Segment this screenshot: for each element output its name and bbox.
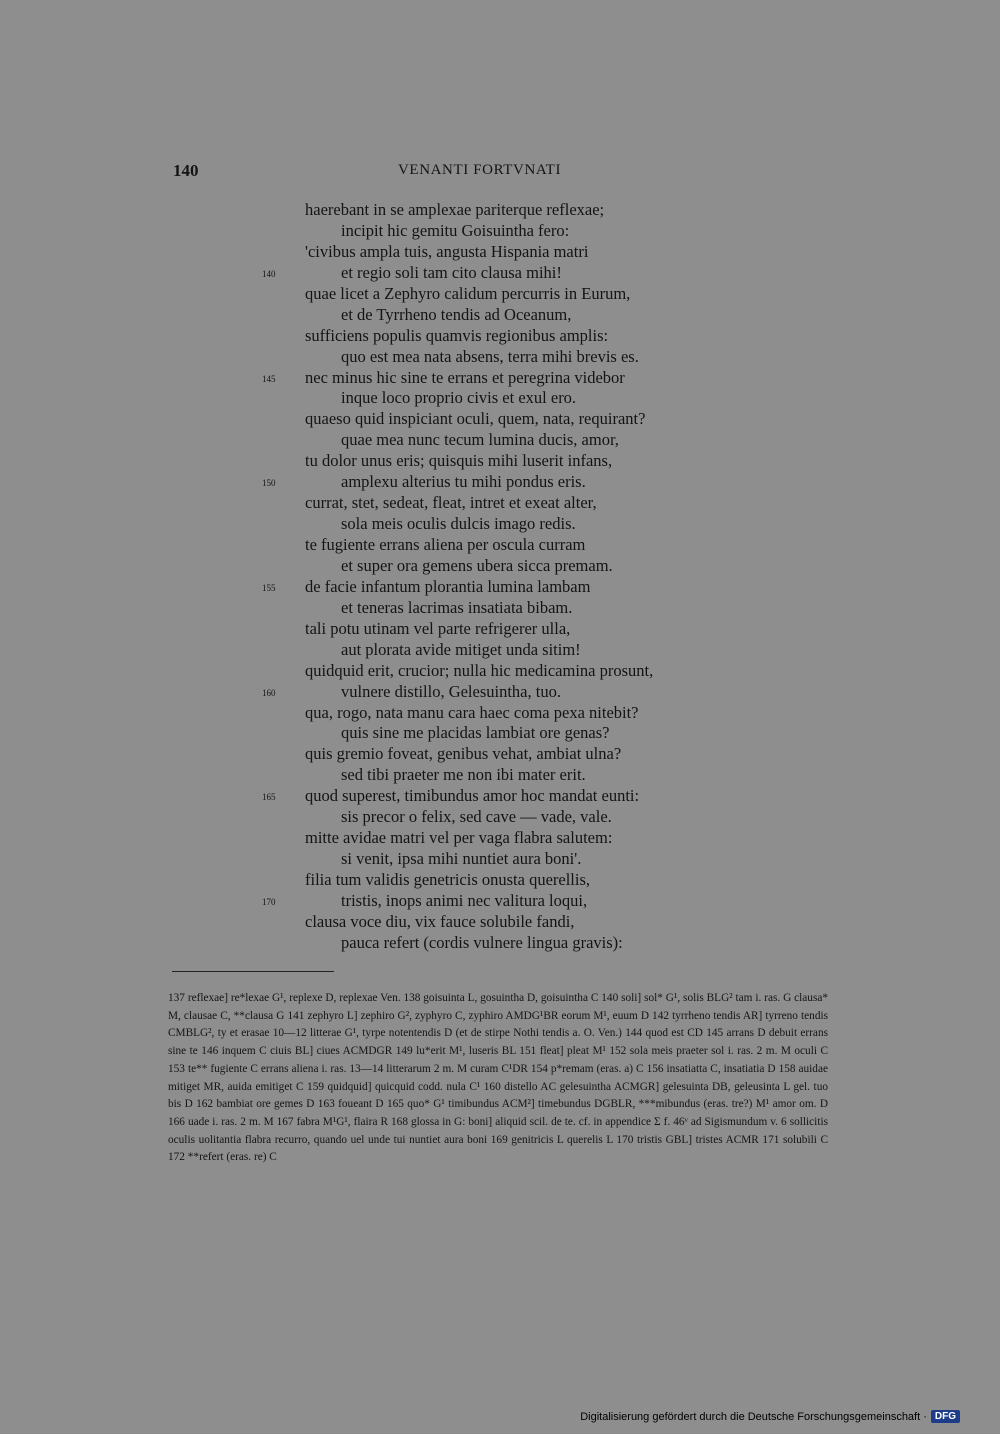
- verse-text: de facie infantum plorantia lumina lambam: [305, 576, 591, 596]
- verse-text: aut plorata avide mitiget unda sitim!: [341, 639, 581, 659]
- verse-line: [0, 368, 1000, 389]
- page-number: 140: [173, 161, 199, 180]
- running-head: VENANTI FORTVNATI: [398, 162, 562, 178]
- verse-line: [0, 409, 1000, 430]
- verse-block: [0, 200, 1000, 954]
- footer-credit: Digitalisierung gefördert durch die Deutsche Forschungsgemeinschaft ·: [580, 1410, 927, 1423]
- verse-text: te fugiente errans aliena per oscula curram: [305, 535, 586, 554]
- verse-line: [0, 263, 1000, 284]
- verse-line: [0, 933, 1000, 954]
- verse-text: quis gremio foveat, genibus vehat, ambiat ulna?: [305, 744, 622, 764]
- verse-line: [0, 242, 1000, 263]
- verse-line: [0, 661, 1000, 682]
- line-number: 145: [262, 373, 276, 384]
- verse-text: incipit hic gemitu Goisuintha fero:: [341, 220, 570, 240]
- verse-text: sed tibi praeter me non ibi mater erit.: [341, 765, 586, 785]
- verse-text: et regio soli tam cito clausa mihi!: [341, 262, 562, 282]
- verse-line: [0, 765, 1000, 786]
- footnote-rule: [172, 971, 334, 972]
- verse-text: quaeso quid inspiciant oculi, quem, nata, requirant?: [305, 409, 646, 429]
- verse-line: [0, 347, 1000, 368]
- verse-line: [0, 619, 1000, 640]
- dfg-logo: DFG: [931, 1410, 960, 1423]
- verse-text: quae licet a Zephyro calidum percurris in Eurum,: [305, 283, 631, 303]
- verse-line: [0, 870, 1000, 891]
- verse-text: vulnere distillo, Gelesuintha, tuo.: [341, 681, 561, 701]
- verse-text: currat, stet, sedeat, fleat, intret et exeat alter,: [305, 493, 597, 513]
- critical-apparatus: 137 reflexae] re*lexae G¹, replexe D, replexae Ven. 138 goisuinta L, gosuintha D, goisuintha C 140 soli] sol* G¹, solis BLG² tam i. ras. G clausa* M, clausae C, **clausa G 141 zephyro L] zephiro G², zyphyro C, zyphiro AMDG¹BR eorum M¹, euum D 142 tyrrheno tendis AR] tyrreno tendis CMBLG², ty et erasae 10—12 litterae G¹, tyrpe notentendis D (et de stirpe Nothi tendis a. O. Ven.) 144 quod est CD 145 arrans D debuit errans sine te 146 inquem C ciuis BL] ciues ACMDGR 149 lu*erit M¹, luseris BL 151 fleat] pleat M¹ 152 sola meis praeter sol i. ras. 2 m. M oculi C 153 te** fugiente C errans aliena i. ras. 13—14 litterarum 2 m. M curam C¹DR 154 p*remam (eras. a) C 156 insatiatta C, insatiatia D 158 auidae mitiget MR, auida emitiget C 159 quidquid] quicquid codd. nula C¹ 160 distello AC gelesuintha ACMGR] gelesuinta DB, geleusinta L gel. tuo bis D 162 bambiat ore gemes D 163 foueant D 165 quo* G¹ timibundus ACM²] timebundus DGBLR, ***mibundus (eras. tre?) M¹ amor om. D 166 uade i. ras. 2 m. M 167 fabra M¹G¹, flaira R 168 glossa in G: boni] aliquid scil. de te. cf. in appendice Σ f. 46ᵛ ad Sigismundum v. 6 sollicitis oculis uolitantia flabra recurro, quando uel unde tui nuntiet aura boni 169 genitricis L querelis L 170 tristis GBL] tristes ACMR 171 solubili C 172 **refert (eras. re) C: [168, 992, 828, 1164]
- verse-text: si venit, ipsa mihi nuntiet aura boni'.: [341, 849, 582, 869]
- verse-text: tristis, inops animi nec valitura loqui,: [341, 890, 588, 910]
- verse-text: quis sine me placidas lambiat ore genas?: [341, 723, 610, 743]
- verse-text: sola meis oculis dulcis imago redis.: [341, 514, 576, 534]
- verse-text: tali potu utinam vel parte refrigerer ulla,: [305, 618, 571, 638]
- verse-text: quae mea nunc tecum lumina ducis, amor,: [341, 430, 619, 450]
- verse-text: quidquid erit, crucior; nulla hic medicamina prosunt,: [305, 660, 654, 680]
- verse-line: [0, 430, 1000, 451]
- verse-line: [0, 849, 1000, 870]
- verse-line: [0, 744, 1000, 765]
- verse-line: [0, 472, 1000, 493]
- verse-line: [0, 912, 1000, 933]
- verse-line: [0, 514, 1000, 535]
- line-number: 150: [262, 478, 276, 489]
- line-number: 140: [262, 268, 276, 279]
- verse-line: [0, 284, 1000, 305]
- verse-text: inque loco proprio civis et exul ero.: [341, 388, 577, 408]
- verse-line: [0, 577, 1000, 598]
- verse-line: [0, 807, 1000, 828]
- verse-line: [0, 598, 1000, 619]
- verse-text: et super ora gemens ubera sicca premam.: [341, 555, 613, 575]
- verse-text: 'civibus ampla tuis, angusta Hispania matri: [305, 241, 589, 261]
- verse-text: pauca refert (cordis vulnere lingua gravis):: [341, 932, 623, 952]
- verse-text: sufficiens populis quamvis regionibus amplis:: [305, 325, 609, 345]
- line-number: 170: [262, 896, 276, 907]
- verse-text: nec minus hic sine te errans et peregrina videbor: [305, 367, 625, 387]
- verse-line: [0, 326, 1000, 347]
- verse-line: [0, 682, 1000, 703]
- verse-text: quo est mea nata absens, terra mihi brevis es.: [341, 346, 639, 366]
- verse-line: [0, 305, 1000, 326]
- verse-line: [0, 640, 1000, 661]
- verse-text: et de Tyrrheno tendis ad Oceanum,: [341, 304, 572, 324]
- verse-line: [0, 786, 1000, 807]
- verse-text: haerebant in se amplexae pariterque reflexae;: [305, 200, 605, 219]
- verse-text: mitte avidae matri vel per vaga flabra salutem:: [305, 828, 613, 848]
- verse-line: [0, 221, 1000, 242]
- verse-line: [0, 388, 1000, 409]
- verse-line: [0, 200, 1000, 221]
- verse-text: sis precor o felix, sed cave — vade, vale.: [341, 807, 612, 827]
- verse-text: et teneras lacrimas insatiata bibam.: [341, 597, 573, 617]
- verse-line: [0, 723, 1000, 744]
- verse-line: [0, 703, 1000, 724]
- verse-text: amplexu alterius tu mihi pondus eris.: [341, 472, 586, 492]
- verse-text: tu dolor unus eris; quisquis mihi luserit infans,: [305, 451, 613, 471]
- line-number: 165: [262, 792, 276, 803]
- verse-line: [0, 451, 1000, 472]
- verse-text: clausa voce diu, vix fauce solubile fandi,: [305, 911, 575, 931]
- line-number: 155: [262, 582, 276, 593]
- verse-line: [0, 493, 1000, 514]
- verse-text: qua, rogo, nata manu cara haec coma pexa nitebit?: [305, 702, 639, 722]
- line-number: 160: [262, 687, 276, 698]
- verse-line: [0, 535, 1000, 556]
- footer: [580, 1410, 960, 1423]
- verse-line: [0, 556, 1000, 577]
- verse-text: filia tum validis genetricis onusta querellis,: [305, 870, 591, 889]
- verse-line: [0, 828, 1000, 849]
- verse-text: quod superest, timibundus amor hoc mandat eunti:: [305, 786, 640, 806]
- verse-line: [0, 891, 1000, 912]
